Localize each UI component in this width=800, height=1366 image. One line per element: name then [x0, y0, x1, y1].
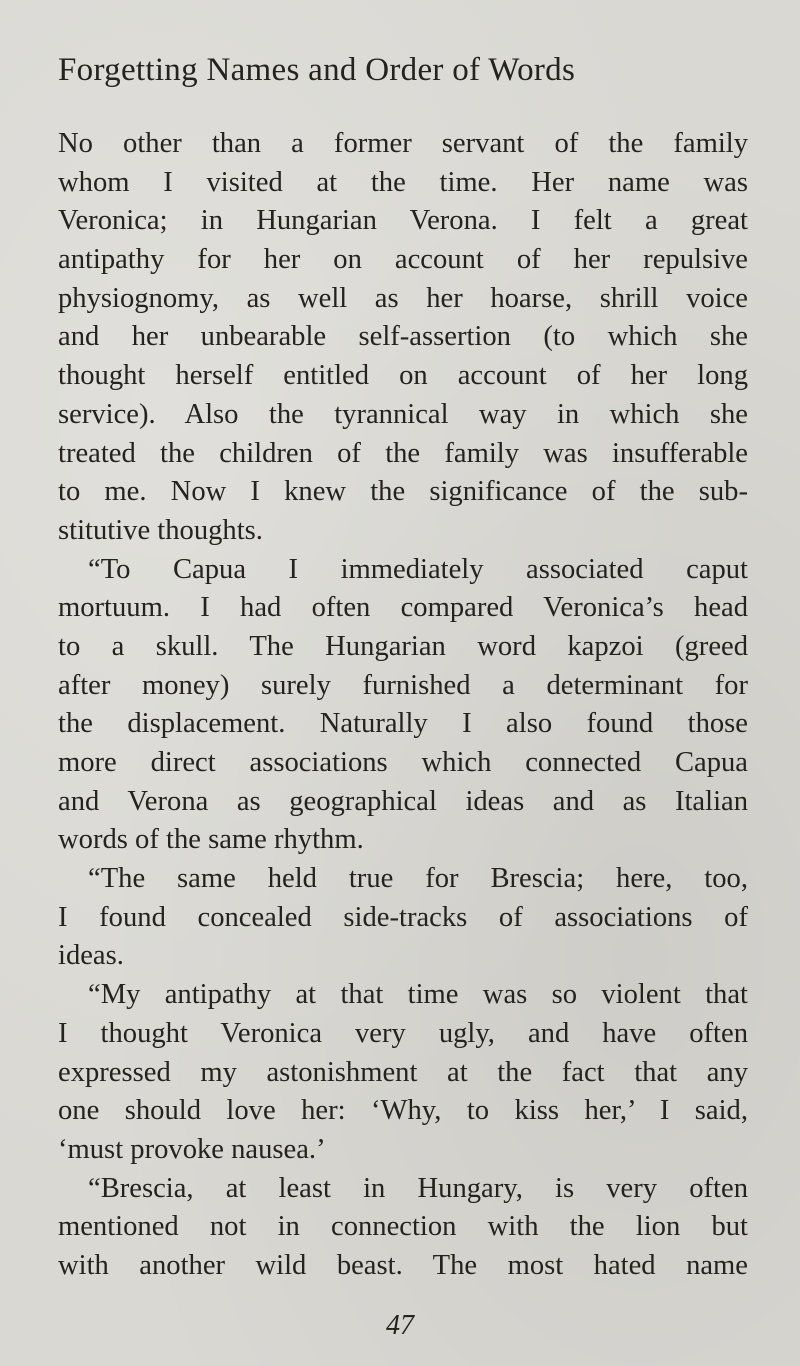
text-line: “To Capua I immediately associated caput: [88, 553, 748, 585]
text-line: physiognomy, as well as her hoarse, shrill voice: [58, 282, 748, 314]
text-line: treated the children of the family was insufferable: [58, 437, 748, 469]
text-line: mentioned not in connection with the lion but: [58, 1211, 748, 1243]
text-line: I found concealed side-tracks of associations of: [58, 901, 748, 933]
paragraph: [58, 976, 748, 1169]
text-line: after money) surely furnished a determinant for: [58, 669, 748, 701]
text-line: “My antipathy at that time was so violent that: [88, 979, 748, 1011]
text-line: expressed my astonishment at the fact that any: [58, 1056, 748, 1088]
text-line: to me. Now I knew the significance of the sub-: [58, 476, 748, 508]
text-line: ‘must provoke nausea.’: [58, 1133, 326, 1165]
text-line: and Verona as geographical ideas and as Italian: [58, 785, 748, 817]
body-text: [58, 125, 748, 1286]
text-line: Veronica; in Hungarian Verona. I felt a great: [58, 205, 748, 237]
paragraph: [58, 551, 748, 861]
text-line: service). Also the tyrannical way in which she: [58, 398, 748, 430]
text-line: stitutive thoughts.: [58, 514, 263, 546]
text-line: ideas.: [58, 940, 124, 972]
text-line: words of the same rhythm.: [58, 824, 364, 856]
page-number: 47: [386, 1310, 414, 1341]
running-head: Forgetting Names and Order of Words: [58, 52, 576, 88]
text-line: No other than a former servant of the family: [58, 128, 748, 159]
paragraph: [58, 1170, 748, 1286]
text-line: and her unbearable self-assertion (to which she: [58, 321, 748, 353]
text-line: I thought Veronica very ugly, and have often: [58, 1017, 748, 1049]
text-line: one should love her: ‘Why, to kiss her,’ I said,: [58, 1095, 748, 1127]
text-line: more direct associations which connected Capua: [58, 747, 748, 778]
text-line: with another wild beast. The most hated name: [58, 1249, 748, 1281]
text-line: thought herself entitled on account of her long: [58, 360, 748, 392]
paragraph: [58, 860, 748, 976]
paragraph: [58, 125, 748, 551]
text-line: the displacement. Naturally I also found those: [58, 708, 748, 740]
text-line: antipathy for her on account of her repulsive: [58, 244, 748, 276]
text-line: mortuum. I had often compared Veronica’s head: [58, 592, 748, 624]
text-line: to a skull. The Hungarian word kapzoi (greed: [58, 630, 748, 662]
text-line: “The same held true for Brescia; here, too,: [88, 863, 748, 895]
text-line: “Brescia, at least in Hungary, is very often: [88, 1172, 748, 1204]
text-line: whom I visited at the time. Her name was: [58, 166, 748, 198]
